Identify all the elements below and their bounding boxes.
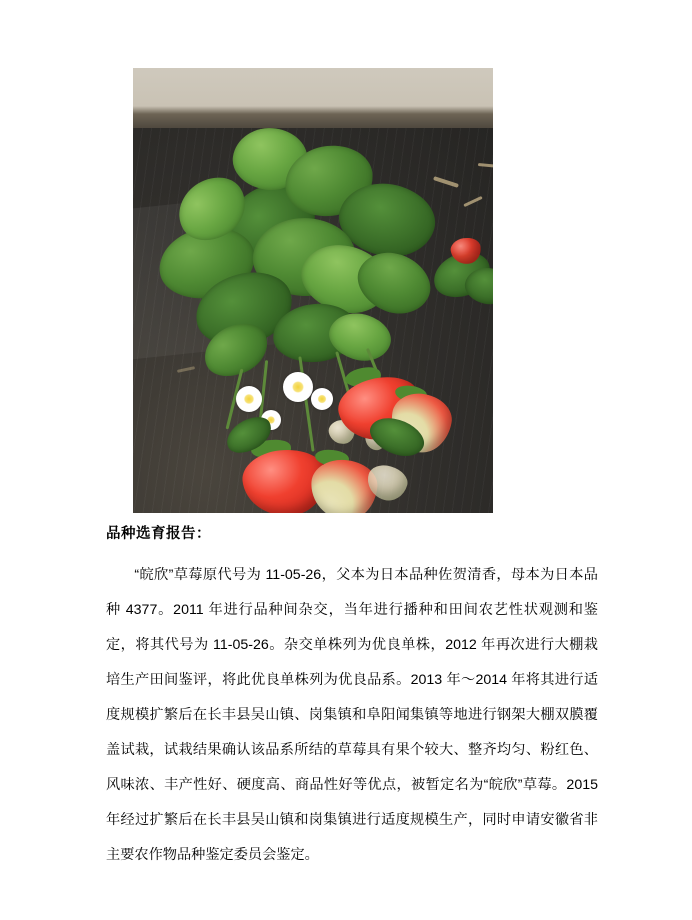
report-paragraph: “皖欣”草莓原代号为 11-05-26，父本为日本品种佐贺清香，母本为日本品种 4377。2011 年进行品种间杂交，当年进行播种和田间农艺性状观测和鉴定，将其代号为 11-05-26。杂交单株列为优良单株，2012 年再次进行大棚栽培生产田间鉴评，将此优良单株列为优良品系。2013 年～2014 年将其进行适度规模扩繁后在长丰县吴山镇、岗集镇和阜阳闻集镇等地进行钢架大棚双膜覆盖试栽，试栽结果确认该品系所结的草莓具有果个较大、整齐均匀、粉红色、风味浓、丰产性好、硬度高、商品性好等优点，被暂定名为“皖欣”草莓。2015 年经过扩繁后在长丰县吴山镇和岗集镇进行适度规模生产，同时申请安徽省非主要农作物品种鉴定委员会鉴定。	[106, 567, 602, 863]
flower	[311, 388, 333, 410]
photo-background	[133, 68, 493, 513]
strawberry-plant-photo	[133, 68, 493, 513]
flower	[236, 386, 262, 412]
flower	[283, 372, 313, 402]
report-heading: 品种选育报告：	[106, 526, 211, 542]
